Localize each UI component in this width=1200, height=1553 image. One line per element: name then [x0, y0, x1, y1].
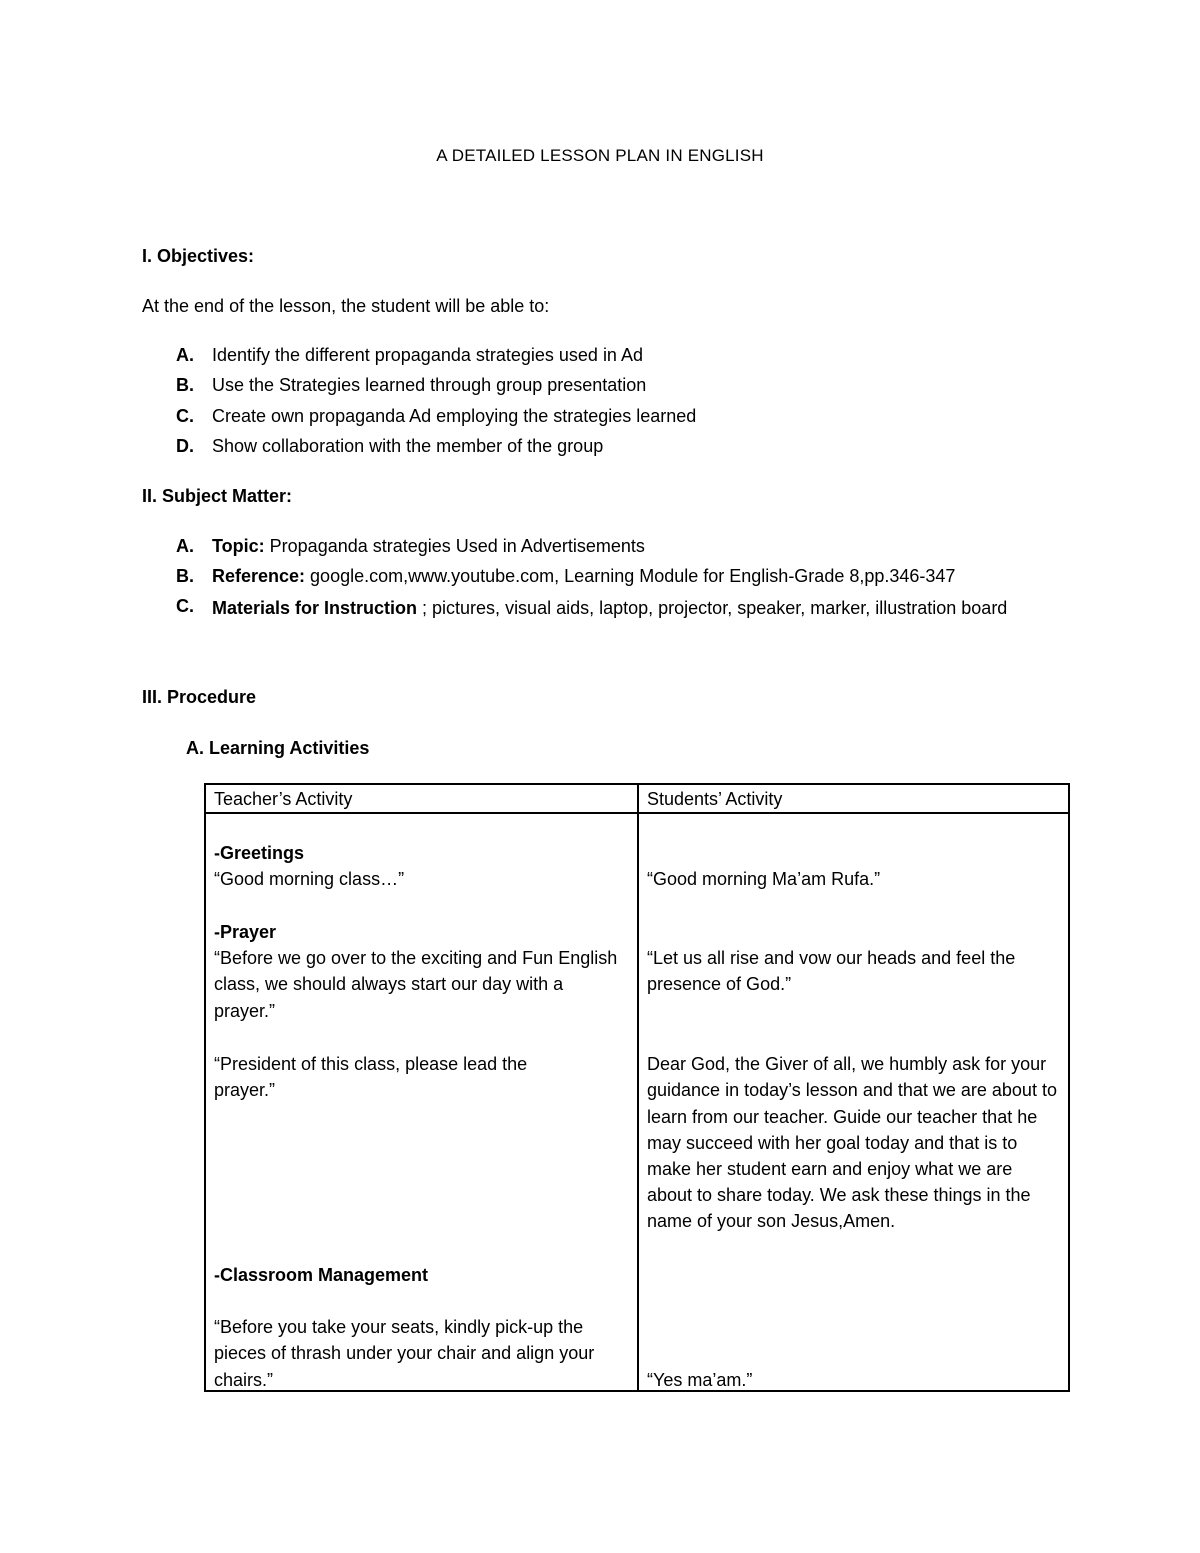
list-letter: B. [176, 566, 194, 586]
list-letter: A. [176, 345, 194, 365]
prayer-text: Dear God, the Giver of all, we humbly ask for your guidance in today’s lesson and that we are about to learn from our teacher. Guide our teacher that he may succeed with her goal today and that is to make her student earn and enjoy what we are about to share today. We ask these things in the name of your son Jesus,Amen. [647, 1054, 1057, 1232]
item-value: Propaganda strategies Used in Advertisements [264, 536, 645, 556]
greetings-teacher-line: “Good morning class…” [214, 869, 405, 890]
objectives-intro: At the end of the lesson, the student will be able to: [142, 296, 550, 316]
item-label: Reference: [212, 566, 306, 586]
subject-matter-heading: II. Subject Matter: [142, 486, 293, 506]
table-row [205, 813, 1069, 1391]
greetings-student-line: “Good morning Ma’am Rufa.” [647, 869, 881, 890]
prayer-label: -Prayer [214, 922, 277, 943]
list-text: Identify the different propaganda strategies used in Ad [212, 345, 643, 365]
prayer-teacher-line: “Before we go over to the exciting and Fun English class, we should always start our day with a prayer.” [214, 948, 618, 1021]
list-text: Use the Strategies learned through group presentation [212, 375, 647, 395]
list-text [212, 593, 1052, 623]
students-activity-header: Students’ Activity [638, 784, 1069, 813]
prayer-student-line: “Let us all rise and vow our heads and feel the presence of God.” [647, 948, 1016, 995]
greetings-label: -Greetings [214, 843, 305, 864]
activity-table [204, 783, 1070, 1392]
list-letter: A. [176, 536, 194, 556]
list-letter: C. [176, 596, 194, 616]
president-teacher-line: “President of this class, please lead the prayer.” [214, 1054, 528, 1101]
objectives-heading: I. Objectives: [142, 246, 255, 266]
list-text: Create own propaganda Ad employing the strategies learned [212, 406, 697, 426]
list-letter: D. [176, 436, 194, 456]
student-column [638, 813, 1069, 1391]
document-title: A DETAILED LESSON PLAN IN ENGLISH [436, 146, 764, 165]
table-header-row [205, 784, 1069, 813]
teacher-column [205, 813, 638, 1391]
classroom-management-label: -Classroom Management [214, 1265, 429, 1286]
teacher-activity-header: Teacher’s Activity [205, 784, 638, 813]
classroom-student-line: “Yes ma’am.” [647, 1370, 753, 1391]
list-text [212, 563, 955, 589]
list-text: Show collaboration with the member of the group [212, 436, 604, 456]
item-label: Topic: [212, 536, 265, 556]
item-label: Materials for Instruction [212, 598, 418, 618]
list-text [212, 533, 645, 559]
classroom-teacher-line: “Before you take your seats, kindly pick-up the pieces of thrash under your chair and align your chairs.” [214, 1317, 595, 1390]
item-value: google.com,www.youtube.com, Learning Module for English-Grade 8,pp.346-347 [305, 566, 956, 586]
procedure-heading: III. Procedure [142, 687, 257, 707]
learning-activities-heading: A. Learning Activities [186, 738, 370, 758]
list-letter: B. [176, 375, 194, 395]
list-letter: C. [176, 406, 194, 426]
item-value: ; pictures, visual aids, laptop, projector, speaker, marker, illustration board [417, 598, 1008, 618]
